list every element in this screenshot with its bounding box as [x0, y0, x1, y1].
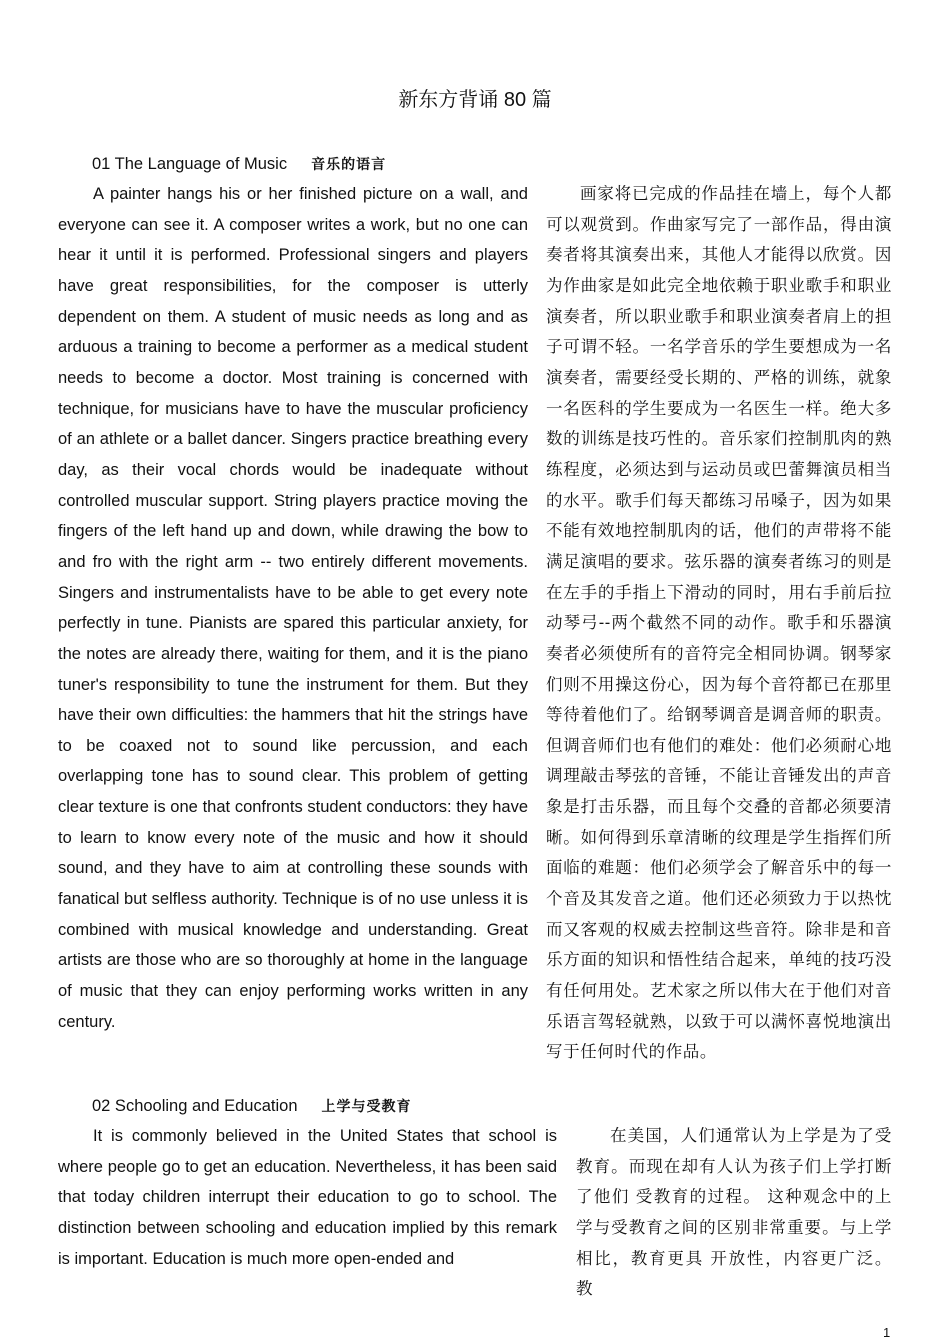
section-1-chinese-text: 画家将已完成的作品挂在墙上，每个人都可以观赏到。作曲家写完了一部作品，得由演奏者将其演奏出来，其他人才能得以欣赏。因为作曲家是如此完全地依赖于职业歌手和职业演奏者，所以职业歌手和职业演奏者肩上的担子可谓不轻。一名学音乐的学生要想成为一名演奏者，需要经受长期的、严格的训练，就象一名医科的学生要成为一名医生一样。绝大多数的训练是技巧性的。音乐家们控制肌肉的熟练程度，必须达到与运动员或巴蕾舞演员相当的水平。歌手们每天都练习吊嗓子，因为如果不能有效地控制肌肉的话，他们的声带将不能满足演唱的要求。弦乐器的演奏者练习的则是在左手的手指上下滑动的同时，用右手前后拉动琴弓--两个截然不同的动作。歌手和乐器演奏者必须使所有的音符完全相同协调。钢琴家们则不用操这份心，因为每个音符都已在那里等待着他们了。给钢琴调音是调音师的职责。但调音师们也有他们的难处：他们必须耐心地调理敲击琴弦的音锤，不能让音锤发出的声音象是打击乐器，而且每个交叠的音都必须要清晰。如何得到乐章清晰的纹理是学生指挥们所面临的难题：他们必须学会了解音乐中的每一个音及其发音之道。他们还必须致力于以热忱而又客观的权威去控制这些音符。除非是和音乐方面的知识和悟性结合起来，单纯的技巧没有任何用处。艺术家之所以伟大在于他们对音乐语言驾轻就熟，以致于可以满怀喜悦地演出写于任何时代的作品。 [546, 185, 892, 1062]
section-2-heading-en: 02 Schooling and Education [92, 1097, 298, 1115]
section-2-heading [92, 1095, 412, 1118]
section-2-english-text: It is commonly believed in the United States that school is where people go to get an education. Nevertheless, it has been said that today children interrupt their education to go to school. The distinction between schooling and education implied by this remark is important. Education is much more open-ended and [58, 1127, 557, 1268]
section-1-english-text: A painter hangs his or her finished picture on a wall, and everyone can see it. A composer writes a work, but no one can hear it until it is performed. Professional singers and players have great responsibilities, for the composer is utterly dependent on them. A student of music needs as long and as arduous a training to become a performer as a medical student needs to become a doctor. Most training is concerned with technique, for musicians have to have the muscular proficiency of an athlete or a ballet dancer. Singers practice breathing every day, as their vocal chords would be inadequate without controlled muscular support. String players practice moving the fingers of the left hand up and down, while drawing the bow to and fro with the right arm -- two entirely different movements. Singers and instrumentalists have to be able to get every note perfectly in tune. Pianists are spared this particular anxiety, for the notes are already there, waiting for them, and it is the piano tuner's responsibility to tune the instrument for them. But they have their own difficulties: the hammers that hit the strings have to be coaxed not to sound like percussion, and each overlapping tone has to sound clear. This problem of getting clear texture is one that confronts student conductors: they have to learn to know every note of the music and how it should sound, and they have to aim at controlling these sounds with fanatical but selfless authority. Technique is of no use unless it is combined with musical knowledge and understanding. Great artists are those who are so thoroughly at home in the language of music that they can enjoy performing works written in any century. [58, 185, 528, 1031]
section-2-heading-cn: 上学与受教育 [321, 1099, 412, 1115]
section-1-heading-cn: 音乐的语言 [311, 157, 387, 173]
section-2-chinese-text: 在美国，人们通常认为上学是为了受教育。而现在却有人认为孩子们上学打断了他们 受教育的过程。 这种观念中的上学与受教育之间的区别非常重要。与上学相比，教育更具 开放性，内容更广泛。 教 [576, 1127, 892, 1299]
section-1-heading [92, 153, 386, 176]
document-title: 新东方背诵 80 篇 [398, 89, 552, 111]
section-1-heading-en: 01 The Language of Music [92, 155, 288, 173]
page-number: 1 [883, 1325, 891, 1340]
